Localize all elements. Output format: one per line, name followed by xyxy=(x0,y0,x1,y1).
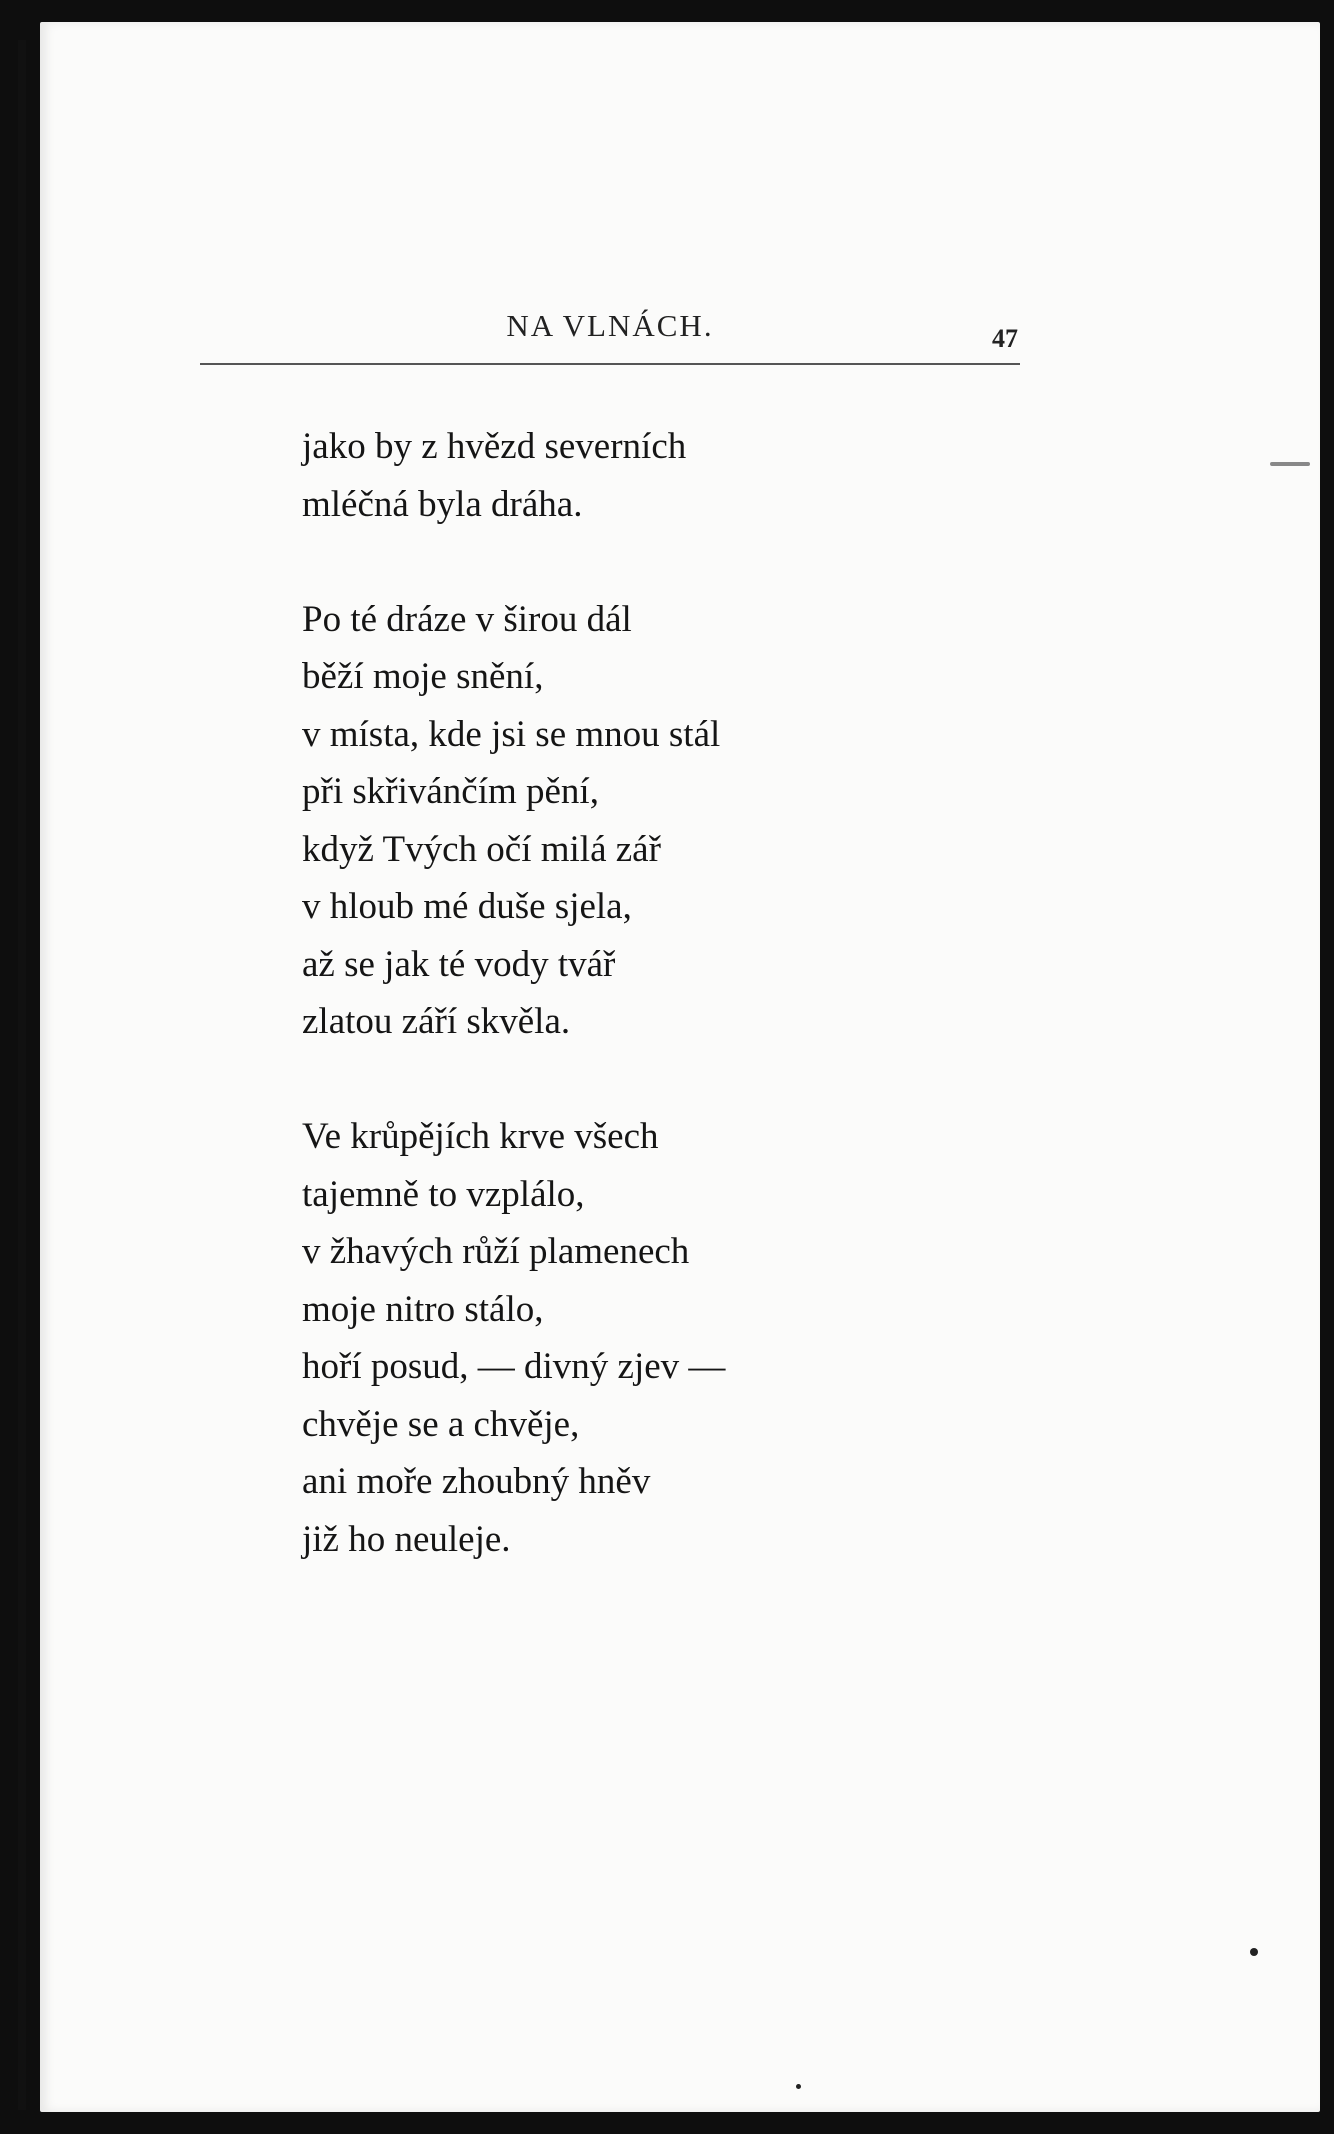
stanza-2 xyxy=(302,591,1002,1051)
running-title: NA VLNÁCH. xyxy=(506,308,714,343)
poem-line: v hloub mé duše sjela, xyxy=(302,886,632,927)
header-rule xyxy=(200,363,1020,365)
poem-line: v žhavých růží plamenech xyxy=(302,1231,690,1272)
ink-speck xyxy=(1270,462,1310,466)
poem-line: již ho neuleje. xyxy=(302,1518,511,1560)
poem-line: jako by z hvězd severních xyxy=(302,426,687,467)
poem-line: tajemně to vzplálo, xyxy=(302,1173,585,1215)
poem-line: ani moře zhoubný hněv xyxy=(302,1461,651,1502)
poem-line: při skřivánčím pění, xyxy=(302,771,599,812)
page-number: 47 xyxy=(992,324,1018,353)
book-binding-edge xyxy=(18,40,26,2110)
poem-line: v místa, kde jsi se mnou stál xyxy=(302,713,721,755)
running-header xyxy=(200,308,1020,368)
poem-line: až se jak té vody tvář xyxy=(302,943,616,985)
poem-line: zlatou září skvěla. xyxy=(302,1001,571,1042)
poem-line: mléčná byla dráha. xyxy=(302,483,583,525)
poem-line: moje nitro stálo, xyxy=(302,1288,544,1330)
poem-line: chvěje se a chvěje, xyxy=(302,1403,580,1445)
poem-text xyxy=(302,418,1002,1626)
poem-line: když Tvých očí milá zář xyxy=(302,828,661,870)
poem-line: hoří posud, — divný zjev — xyxy=(302,1346,726,1387)
stanza-3 xyxy=(302,1108,1002,1568)
stanza-1 xyxy=(302,418,1002,533)
poem-line: Po té dráze v širou dál xyxy=(302,598,632,640)
ink-speck xyxy=(796,2084,801,2089)
ink-speck xyxy=(1250,1948,1258,1956)
poem-line: běží moje snění, xyxy=(302,656,544,697)
poem-line: Ve krůpějích krve všech xyxy=(302,1116,659,1157)
